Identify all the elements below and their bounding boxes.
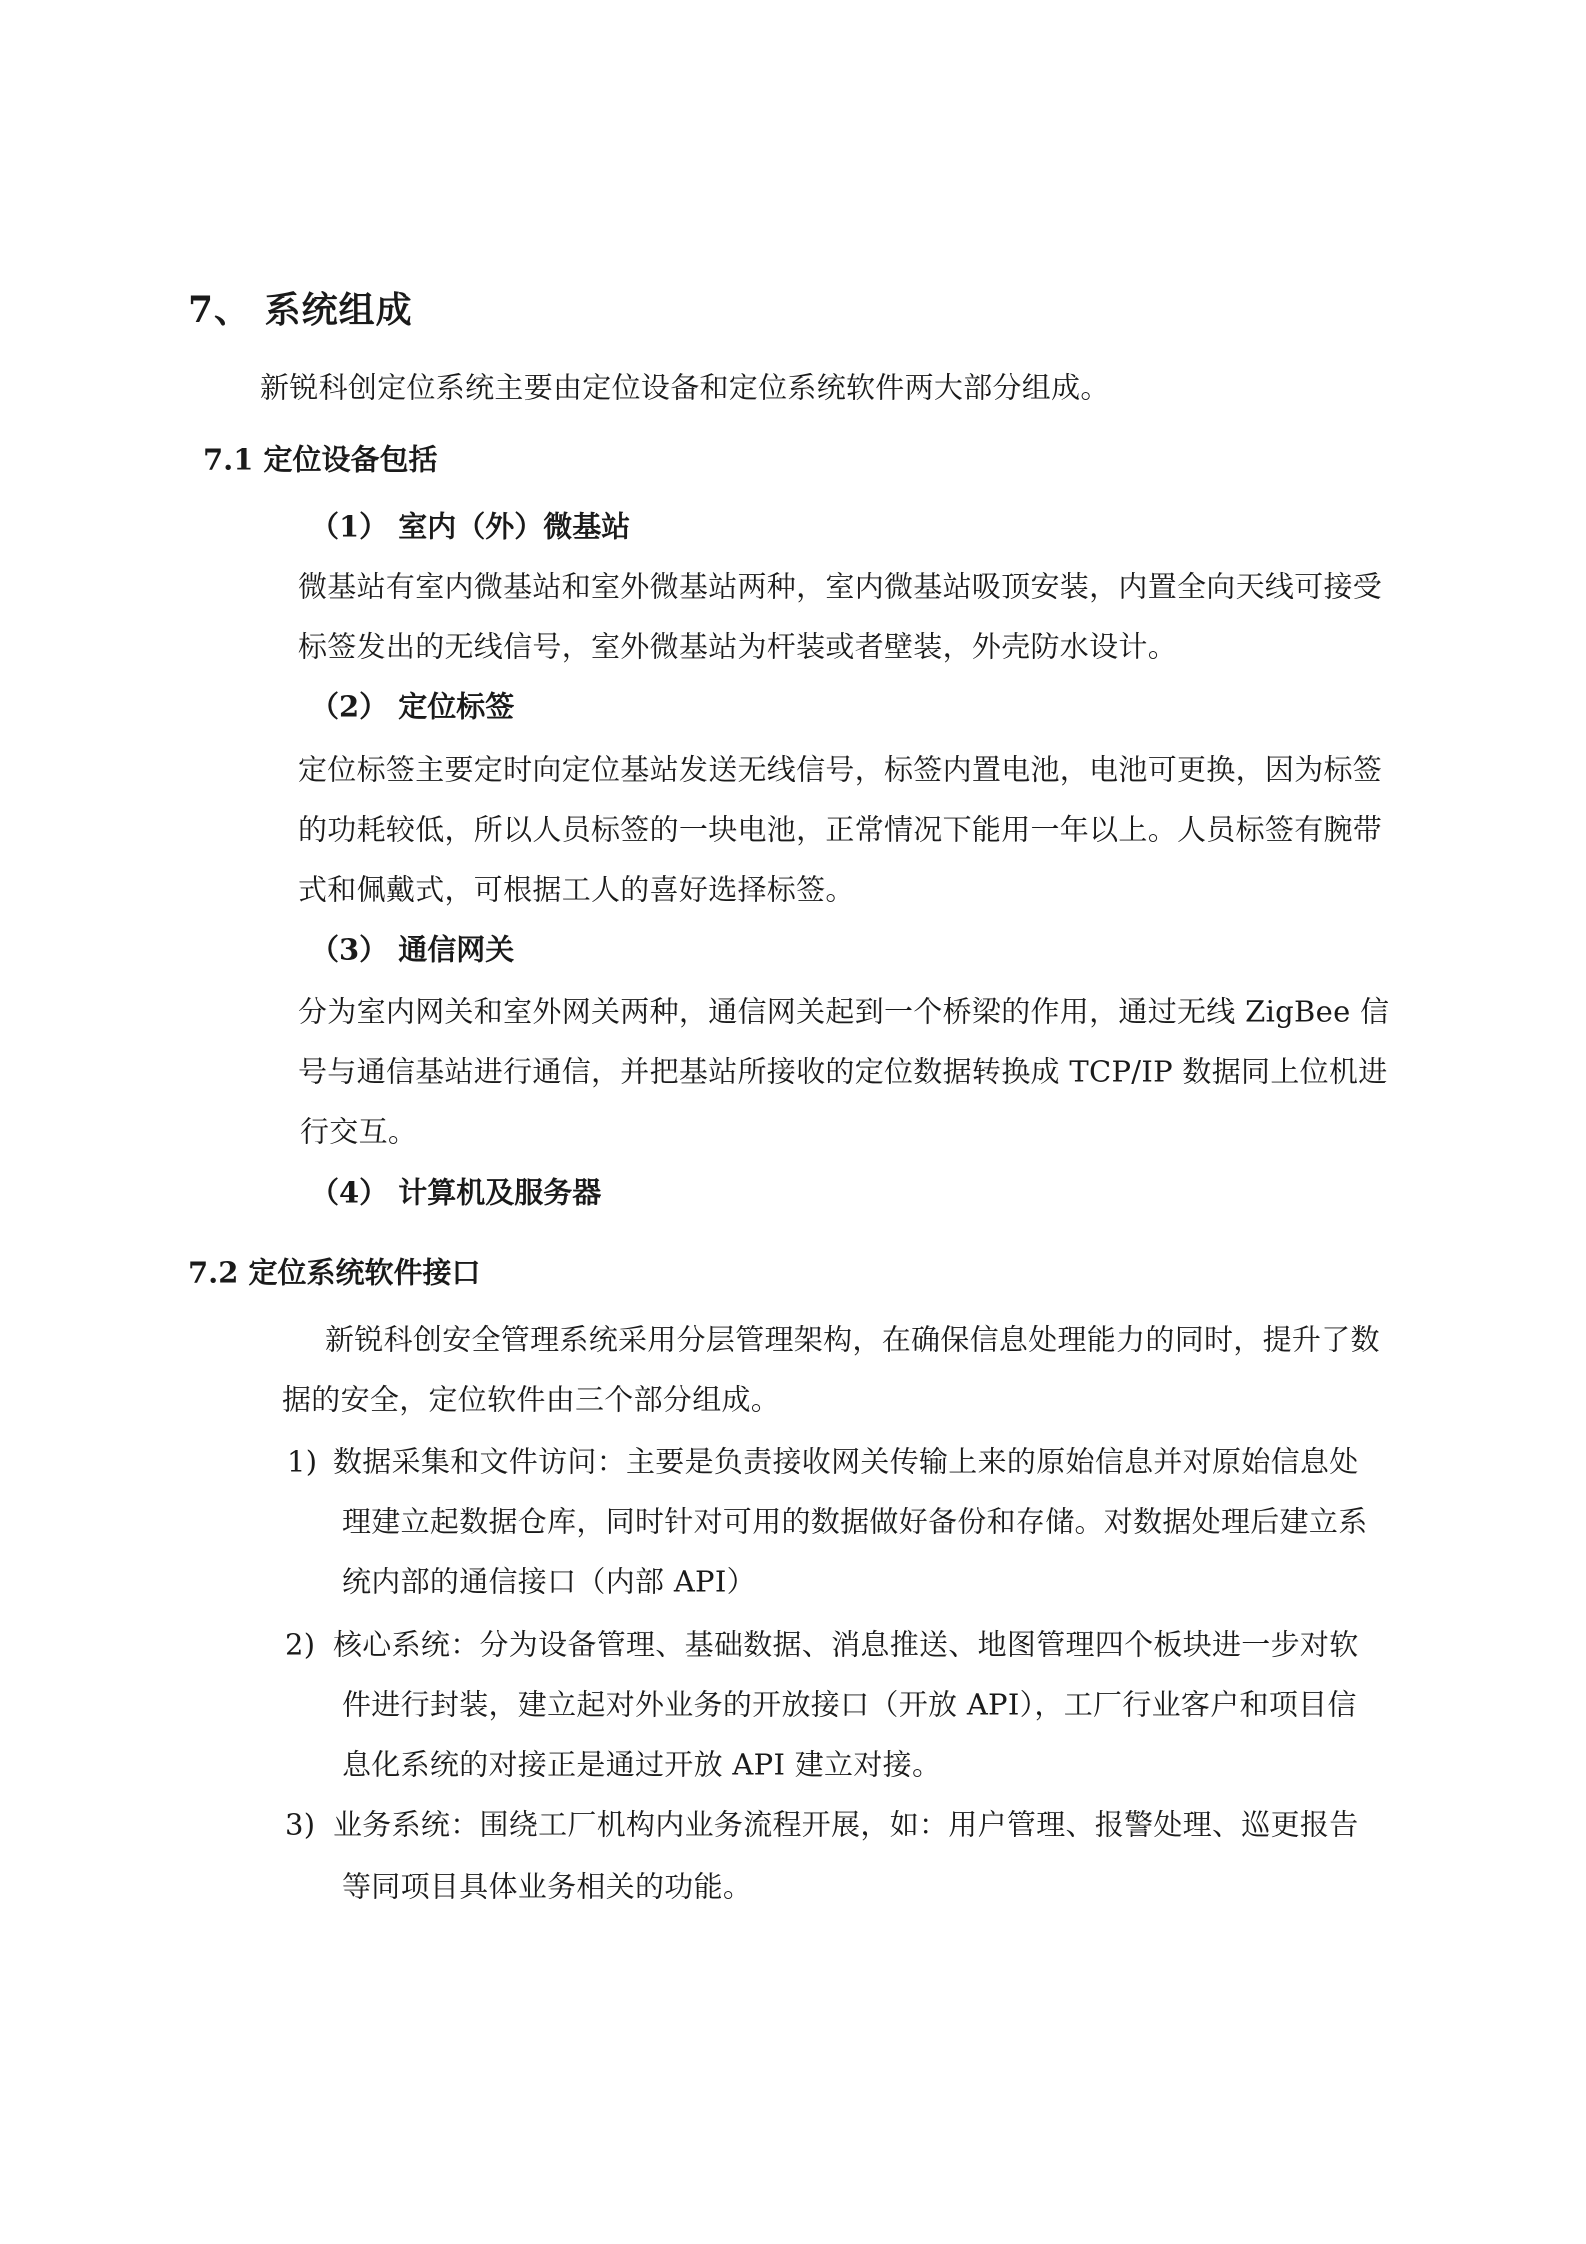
paragraph-line: 行交互。 [300, 1114, 418, 1149]
paragraph-line: 标签发出的无线信号，室外微基站为杆装或者壁装，外壳防水设计。 [298, 629, 1178, 664]
intro-paragraph: 新锐科创定位系统主要由定位设备和定位系统软件两大部分组成。 [260, 370, 1110, 405]
list-marker: 1) [287, 1444, 318, 1479]
list-line: 数据采集和文件访问：主要是负责接收网关传输上来的原始信息并对原始信息处 [333, 1444, 1359, 1479]
subsection-heading-7-1: 7.1 定位设备包括 [203, 442, 438, 477]
list-line: 件进行封装，建立起对外业务的开放接口（开放 API），工厂行业客户和项目信 [342, 1687, 1357, 1722]
paragraph-line: 新锐科创安全管理系统采用分层管理架构，在确保信息处理能力的同时，提升了数 [325, 1322, 1380, 1357]
item-heading-positioning-tag: （2） 定位标签 [310, 689, 515, 724]
paragraph-line: 据的安全，定位软件由三个部分组成。 [282, 1382, 781, 1417]
list-line: 理建立起数据仓库，同时针对可用的数据做好备份和存储。对数据处理后建立系 [342, 1504, 1368, 1539]
subsection-heading-7-2: 7.2 定位系统软件接口 [188, 1255, 481, 1290]
paragraph-line: 分为室内网关和室外网关两种，通信网关起到一个桥梁的作用，通过无线 ZigBee 信 [298, 994, 1390, 1029]
item-heading-gateway: （3） 通信网关 [310, 932, 515, 967]
list-line: 核心系统：分为设备管理、基础数据、消息推送、地图管理四个板块进一步对软 [333, 1627, 1359, 1662]
paragraph-line: 式和佩戴式，可根据工人的喜好选择标签。 [298, 872, 855, 907]
list-line: 统内部的通信接口（内部 API） [342, 1564, 756, 1599]
paragraph-line: 定位标签主要定时向定位基站发送无线信号，标签内置电池，电池可更换，因为标签 [298, 752, 1383, 787]
list-marker: 3) [285, 1807, 316, 1842]
paragraph-line: 的功耗较低，所以人员标签的一块电池，正常情况下能用一年以上。人员标签有腕带 [298, 812, 1383, 847]
list-line: 等同项目具体业务相关的功能。 [342, 1869, 753, 1904]
section-title: 7、 系统组成 [188, 289, 413, 331]
list-line: 息化系统的对接正是通过开放 API 建立对接。 [342, 1747, 942, 1782]
list-line: 业务系统：围绕工厂机构内业务流程开展，如：用户管理、报警处理、巡更报告 [333, 1807, 1359, 1842]
item-heading-computer-server: （4） 计算机及服务器 [310, 1175, 602, 1210]
item-heading-micro-base-station: （1） 室内（外）微基站 [310, 509, 631, 544]
paragraph-line: 微基站有室内微基站和室外微基站两种，室内微基站吸顶安装，内置全向天线可接受 [298, 569, 1383, 604]
list-marker: 2) [285, 1627, 316, 1662]
paragraph-line: 号与通信基站进行通信，并把基站所接收的定位数据转换成 TCP/IP 数据同上位机进 [298, 1054, 1388, 1089]
